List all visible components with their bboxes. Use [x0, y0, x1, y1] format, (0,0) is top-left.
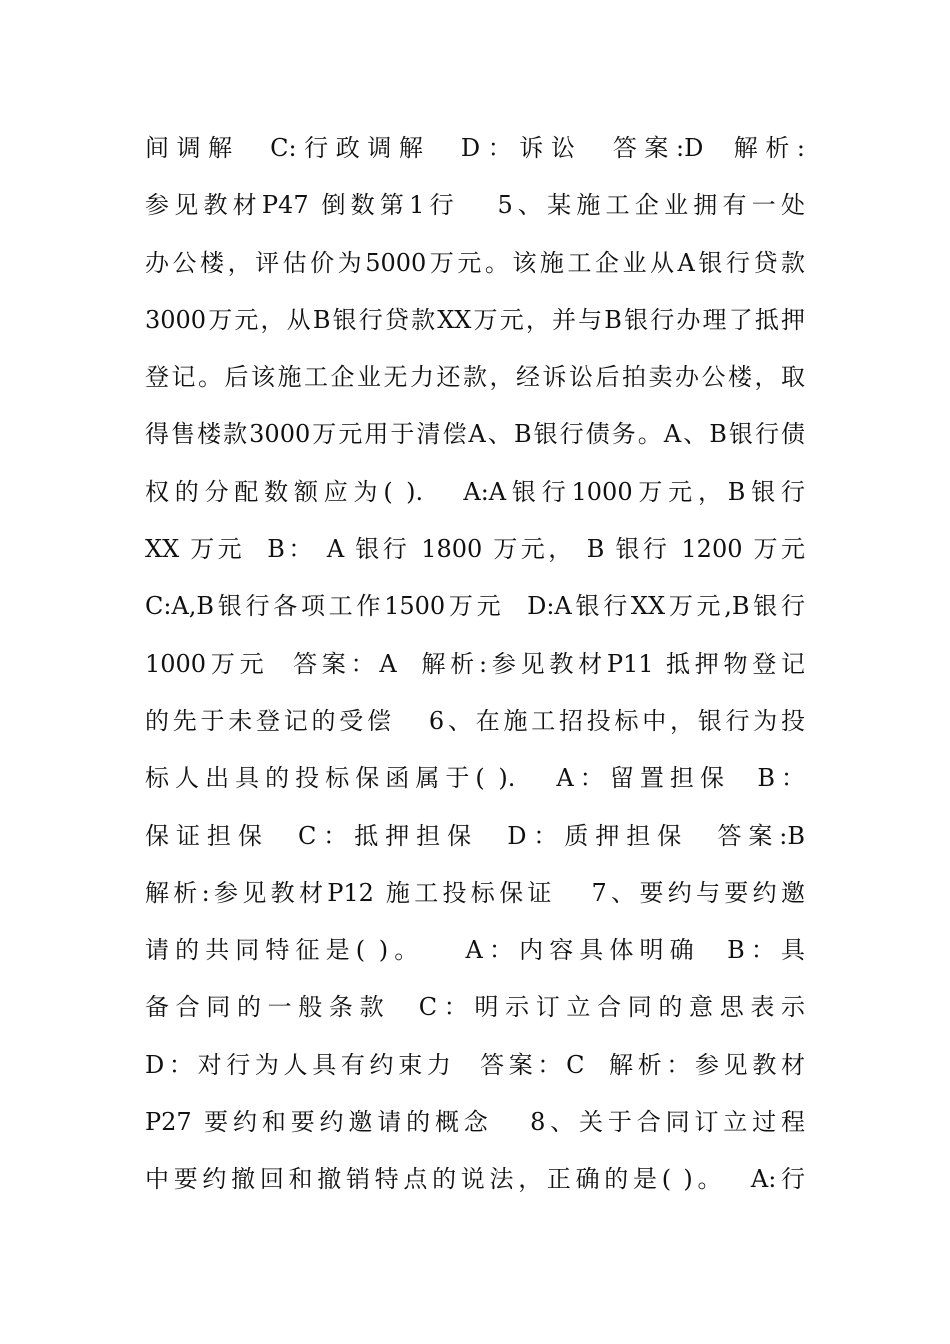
text-line: 参见教材P47 倒数第1行 5、某施工企业拥有一处 — [145, 191, 805, 220]
text-line: 得售楼款3000万元用于清偿A、B银行债务。A、B银行债 — [145, 420, 805, 449]
text-line: 标人出具的投标保函属于( ). A：留置担保 B： — [145, 764, 805, 793]
text-line: P27 要约和要约邀请的概念 8、关于合同订立过程 — [145, 1108, 805, 1137]
text-line: 的先于未登记的受偿 6、在施工招投标中，银行为投 — [145, 706, 805, 735]
body-text — [145, 120, 805, 1209]
text-line: 中要约撤回和撤销特点的说法，正确的是( )。 A:行 — [145, 1165, 805, 1194]
text-line: XX 万元 B： A 银行 1800 万元， B 银行 1200 万元 — [145, 535, 805, 564]
text-line: 请的共同特征是( )。 A：内容具体明确 B：具 — [145, 936, 805, 965]
text-line: 登记。后该施工企业无力还款，经诉讼后拍卖办公楼，取 — [145, 363, 805, 392]
text-line: D：对行为人具有约束力 答案：C 解析：参见教材 — [145, 1050, 805, 1079]
text-line: 3000万元，从B银行贷款XX万元，并与B银行办理了抵押 — [145, 305, 805, 334]
text-line: 权的分配数额应为( ). A:A银行1000万元，B银行 — [145, 477, 805, 506]
text-line: 1000万元 答案：A 解析:参见教材P11 抵押物登记 — [145, 649, 805, 678]
text-line: 备合同的一般条款 C：明示订立合同的意思表示 — [145, 993, 805, 1022]
text-line: C:A,B银行各项工作1500万元 D:A银行XX万元,B银行 — [145, 592, 805, 621]
text-line: 办公楼，评估价为5000万元。该施工企业从A银行贷款 — [145, 248, 805, 277]
text-line: 保证担保 C：抵押担保 D：质押担保 答案:B — [145, 821, 805, 850]
text-line: 解析:参见教材P12 施工投标保证 7、要约与要约邀 — [145, 878, 805, 907]
text-line: 间调解 C:行政调解 D：诉讼 答案:D 解析: — [145, 134, 805, 162]
